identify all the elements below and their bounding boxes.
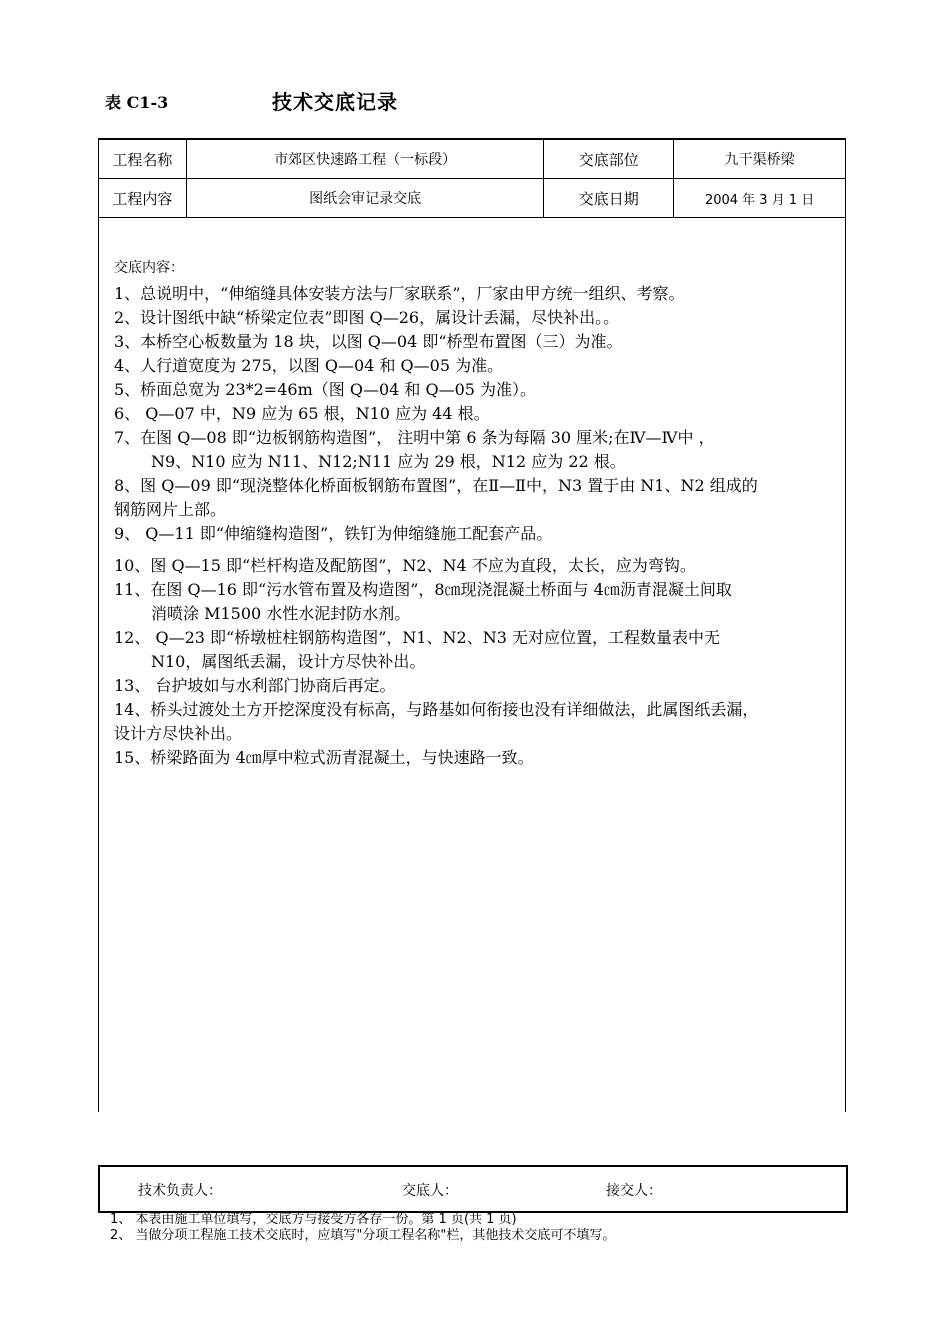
content-line: N10，属图纸丢漏，设计方尽快补出。 [151,652,426,671]
content-line: 13、 台护坡如与水利部门协商后再定。 [114,676,396,695]
content-line: 9、 Q—11 即“伸缩缝构造图”，铁钉为伸缩缝施工配套产品。 [114,524,553,543]
content-line: 2、设计图纸中缺“桥梁定位表”即图 Q—26，属设计丢漏，尽快补出。。 [114,308,620,327]
body-border-left [98,218,99,1112]
content-line: 12、 Q—23 即“桥墩桩柱钢筋构造图”，N1、N2、N3 无对应位置，工程数量表中无 [114,628,720,647]
part-value: 九干渠桥梁 [674,139,846,179]
footnote: 1、 本表由施工单位填写，交底方与接受方各存一份。第 1 页(共 1 页) [110,1212,517,1227]
part-label: 交底部位 [544,139,674,179]
content-line: 3、本桥空心板数量为 18 块，以图 Q—04 即“桥型布置图（三）为准。 [114,332,623,351]
content-label: 工程内容 [99,179,187,218]
content-line: 8、图 Q—09 即“现浇整体化桥面板钢筋布置图”，在Ⅱ—Ⅱ中，N3 置于由 N1、N2 组成的 [114,476,758,495]
content-intro: 交底内容： [114,260,184,276]
page-title: 技术交底记录 [272,90,398,114]
receiver-signature-label: 接交人： [606,1183,662,1199]
date-label: 交底日期 [544,179,674,218]
disclosure-content [114,256,842,770]
content-line: 6、 Q—07 中，N9 应为 65 根，N10 应为 44 根。 [114,404,490,423]
tech-lead-signature-label: 技术负责人： [138,1183,222,1199]
content-line: 7、在图 Q—08 即“边板钢筋构造图”， 注明中第 6 条为每隔 30 厘米;在Ⅳ—Ⅳ中 ， [114,428,715,447]
content-line: 15、桥梁路面为 4㎝厚中粒式沥青混凝土，与快速路一致。 [114,748,534,767]
content-line: 设计方尽快补出。 [114,724,243,743]
form-number: 表 C1-3 [105,93,169,112]
content-value: 图纸会审记录交底 [186,179,543,218]
giver-signature-label: 交底人： [402,1183,458,1199]
header-table [98,138,846,218]
content-line: 10、图 Q—15 即“栏杆构造及配筋图”，N2、N4 不应为直段，太长，应为弯钩。 [114,556,696,575]
content-line: 消喷涂 M1500 水性水泥封防水剂。 [151,604,411,623]
content-line: 11、在图 Q—16 即“污水管布置及构造图”，8㎝现浇混凝土桥面与 4㎝沥青混凝土间取 [114,580,732,599]
project-name-value: 市郊区快速路工程（一标段） [186,139,543,179]
content-line: N9、N10 应为 N11、N12;N11 应为 29 根，N12 应为 22 根。 [151,452,626,471]
body-border-right [845,218,846,1112]
content-line: 5、桥面总宽为 23*2=46m（图 Q—04 和 Q—05 为准）。 [114,380,537,399]
date-value: 2004 年 3 月 1 日 [674,179,846,218]
footnote: 2、 当做分项工程施工技术交底时，应填写"分项工程名称"栏，其他技术交底可不填写。 [110,1228,616,1243]
content-line: 钢筋网片上部。 [114,500,227,519]
content-line: 14、桥头过渡处土方开挖深度没有标高，与路基如何衔接也没有详细做法，此属图纸丢漏， [114,700,759,719]
footnotes [110,1212,615,1244]
content-line: 1、总说明中，“伸缩缝具体安装方法与厂家联系”，厂家由甲方统一组织、考察。 [114,284,685,303]
content-line: 4、人行道宽度为 275，以图 Q—04 和 Q—05 为准。 [114,356,504,375]
project-name-label: 工程名称 [99,139,187,179]
signature-row [98,1165,848,1213]
